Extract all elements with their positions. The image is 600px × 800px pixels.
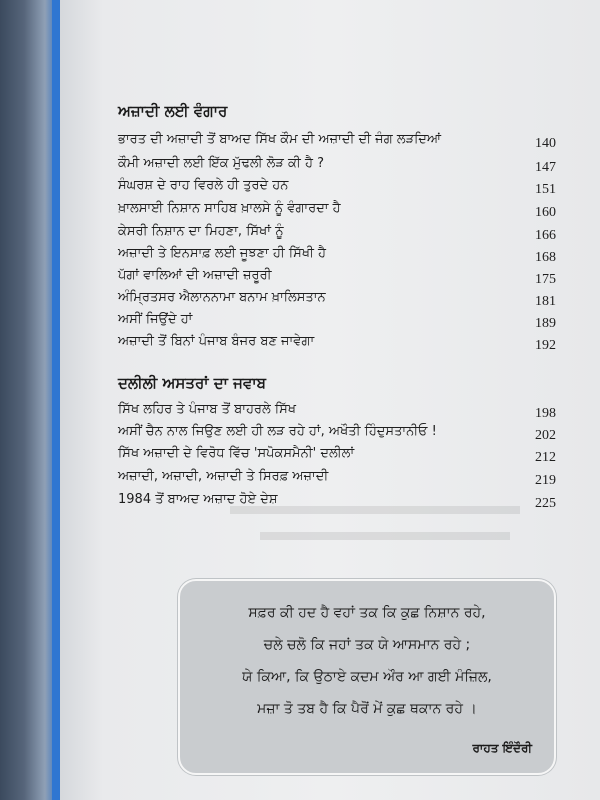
toc-entry-title: ਅੰਮ੍ਰਿਤਸਰ ਐਲਾਨਨਾਮਾ ਬਨਾਮ ਖ਼ਾਲਿਸਤਾਨ <box>118 290 326 305</box>
toc-entry <box>60 402 600 424</box>
ghost-line <box>230 506 520 514</box>
book-cover-edge <box>0 0 60 800</box>
toc-entry-page: 160 <box>535 205 556 220</box>
toc-entry <box>60 201 600 223</box>
quote-line: ਮਜ਼ਾ ਤੋ ਤਬ ਹੈ ਕਿ ਪੈਰੋਂ ਮੇਂ ਕੁਛ ਥਕਾਨ ਰਹੇ । <box>257 701 477 717</box>
toc-entry-title: ਕੇਸਰੀ ਨਿਸ਼ਾਨ ਦਾ ਮਿਹਣਾ, ਸਿੱਖਾਂ ਨੂੰ <box>118 224 284 239</box>
toc-entry <box>60 469 600 491</box>
quote-line: ਚਲੇ ਚਲੋ ਕਿ ਜਹਾਂ ਤਕ ਯੇ ਆਸਮਾਨ ਰਹੇ ; <box>263 637 471 653</box>
toc-entry-page: 168 <box>535 250 556 265</box>
toc-entry <box>60 156 600 178</box>
toc-entry <box>60 334 600 356</box>
toc-entry-page: 140 <box>535 136 556 151</box>
toc-entry-title: ਅਸੀਂ ਜਿਉਂਦੇ ਹਾਂ <box>118 312 193 327</box>
bleed-through-text <box>220 500 560 560</box>
section-heading: ਦਲੀਲੀ ਅਸਤਰਾਂ ਦਾ ਜਵਾਬ <box>118 374 266 392</box>
quote-box <box>178 579 556 775</box>
toc-entry-page: 219 <box>535 473 556 488</box>
book-page <box>60 0 600 800</box>
quote-author: ਰਾਹਤ ਇੰਦੌਰੀ <box>472 741 532 755</box>
toc-entry-title: ਅਸੀਂ ਚੈਨ ਨਾਲ ਜਿਉਣ ਲਈ ਹੀ ਲੜ ਰਹੇ ਹਾਂ, ਅਖੌਤੀ ਹਿੰਦੁਸਤਾਨੀਓ ! <box>118 424 437 439</box>
toc-entry-title: ਸੰਘਰਸ਼ ਦੇ ਰਾਹ ਵਿਰਲੇ ਹੀ ਤੁਰਦੇ ਹਨ <box>118 178 289 193</box>
toc-entry-title: ਕੌਮੀ ਅਜ਼ਾਦੀ ਲਈ ਇੱਕ ਮੁੱਢਲੀ ਲੋੜ ਕੀ ਹੈ ? <box>118 156 324 171</box>
toc-entry-page: 181 <box>535 294 556 309</box>
toc-entry-title: ਸਿੱਖ ਲਹਿਰ ਤੇ ਪੰਜਾਬ ਤੋਂ ਬਾਹਰਲੇ ਸਿੱਖ <box>118 402 296 417</box>
toc-entry-page: 212 <box>535 450 556 465</box>
toc-entry-title: 1984 ਤੋਂ ਬਾਅਦ ਅਜ਼ਾਦ ਹੋਏ ਦੇਸ਼ <box>118 492 278 507</box>
toc-entry-page: 175 <box>535 272 556 287</box>
toc-entry-title: ਪੱਗਾਂ ਵਾਲਿਆਂ ਦੀ ਅਜ਼ਾਦੀ ਜ਼ਰੂਰੀ <box>118 268 272 283</box>
toc-entry-page: 166 <box>535 228 556 243</box>
toc-entry <box>60 246 600 268</box>
ghost-line <box>260 532 510 540</box>
quote-line: ਸਫ਼ਰ ਕੀ ਹਦ ਹੈ ਵਹਾਂ ਤਕ ਕਿ ਕੁਛ ਨਿਸ਼ਾਨ ਰਹੇ, <box>248 605 486 621</box>
toc-entry <box>60 446 600 468</box>
toc-entry <box>60 224 600 246</box>
toc-entry-title: ਅਜ਼ਾਦੀ ਤੋਂ ਬਿਨਾਂ ਪੰਜਾਬ ਬੰਜਰ ਬਣ ਜਾਵੇਗਾ <box>118 334 315 349</box>
toc-entry-page: 151 <box>535 182 556 197</box>
book-spine-blue <box>52 0 60 800</box>
toc-entry-title: ਅਜ਼ਾਦੀ ਤੇ ਇਨਸਾਫ਼ ਲਈ ਜੂਝਣਾ ਹੀ ਸਿੱਖੀ ਹੈ <box>118 246 327 261</box>
toc-entry <box>60 424 600 446</box>
toc-entry-page: 198 <box>535 406 556 421</box>
toc-entry-title: ਸਿੱਖ ਅਜ਼ਾਦੀ ਦੇ ਵਿਰੋਧ ਵਿੱਚ 'ਸਪੋਕਸਮੈਨੀ' ਦਲੀਲਾਂ <box>118 446 355 461</box>
toc-entry <box>60 268 600 290</box>
toc-entry-page: 225 <box>535 496 556 511</box>
toc-entry <box>60 312 600 334</box>
toc-entry <box>60 132 600 154</box>
toc-entry-page: 147 <box>535 160 556 175</box>
section-heading: ਅਜ਼ਾਦੀ ਲਈ ਵੰਗਾਰ <box>118 102 228 120</box>
toc-entry <box>60 178 600 200</box>
toc-entry-page: 202 <box>535 428 556 443</box>
toc-entry-page: 192 <box>535 338 556 353</box>
quote-line: ਯੇ ਕਿਆ, ਕਿ ਉਠਾਏ ਕਦਮ ਔਰ ਆ ਗਈ ਮੰਜ਼ਿਲ, <box>242 669 492 685</box>
toc-entry-page: 189 <box>535 316 556 331</box>
toc-entry-title: ਭਾਰਤ ਦੀ ਅਜ਼ਾਦੀ ਤੋਂ ਬਾਅਦ ਸਿੱਖ ਕੌਮ ਦੀ ਅਜ਼ਾਦੀ ਦੀ ਜੰਗ ਲੜਦਿਆਂ <box>118 132 442 147</box>
toc-entry-title: ਅਜ਼ਾਦੀ, ਅਜ਼ਾਦੀ, ਅਜ਼ਾਦੀ ਤੇ ਸਿਰਫ਼ ਅਜ਼ਾਦੀ <box>118 469 329 484</box>
toc-entry-title: ਖ਼ਾਲਸਾਈ ਨਿਸ਼ਾਨ ਸਾਹਿਬ ਖ਼ਾਲਸੇ ਨੂੰ ਵੰਗਾਰਦਾ ਹੈ <box>118 201 341 216</box>
toc-entry <box>60 290 600 312</box>
